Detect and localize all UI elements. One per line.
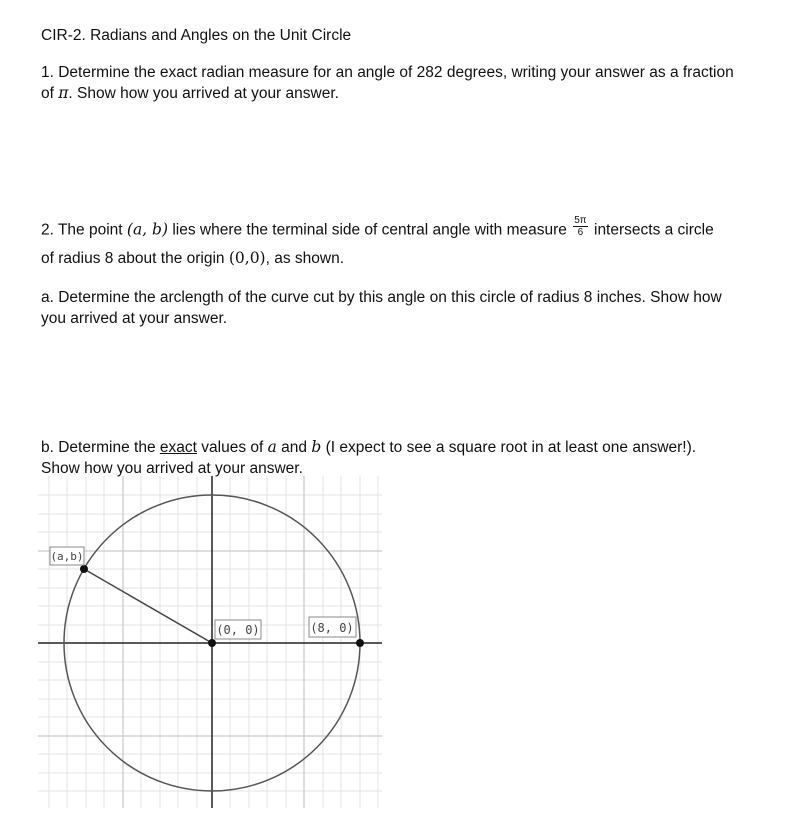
question-2a: a. Determine the arclength of the curve cut by this angle on this circle of radius 8 inches. Show how you arrived at your answer. <box>41 289 722 327</box>
angle-fraction: $\frac{5\pi}{6}$ <box>574 215 587 238</box>
question-2-line2: of radius 8 about the origin (0,0), as shown. <box>41 249 345 267</box>
label-80: (8, 0) <box>310 621 354 635</box>
point-ab-dot <box>80 565 88 573</box>
question-2b: b. Determine the exact values of a and b (I expect to see a square root in at least one answer!). Show how you arrived at your answer. <box>41 438 697 477</box>
origin-coord: (0,0) <box>228 249 266 267</box>
point-ab: (a, b) <box>126 220 169 239</box>
page-title: CIR-2. Radians and Angles on the Unit Circle <box>41 27 352 44</box>
origin-dot <box>208 639 216 647</box>
question-1: 1. Determine the exact radian measure for an angle of 282 degrees, writing your answer as a fraction of π. Show how you arrived at your answer. <box>41 64 734 102</box>
label-ab: (a,b) <box>50 550 84 563</box>
point-80-dot <box>356 639 364 647</box>
q1-line1: 1. Determine the exact radian measure for an angle of 282 degrees, writing your answer as a fraction <box>41 64 734 81</box>
label-origin: (0, 0) <box>216 623 260 637</box>
question-2: 2. The point (a, b) lies where the terminal side of central angle with measure $\frac{5\pi}{6}$ intersects a circle <box>41 215 714 239</box>
unit-circle-figure <box>38 476 383 808</box>
pi-symbol: π <box>58 84 69 102</box>
exact-word: exact <box>159 439 197 456</box>
